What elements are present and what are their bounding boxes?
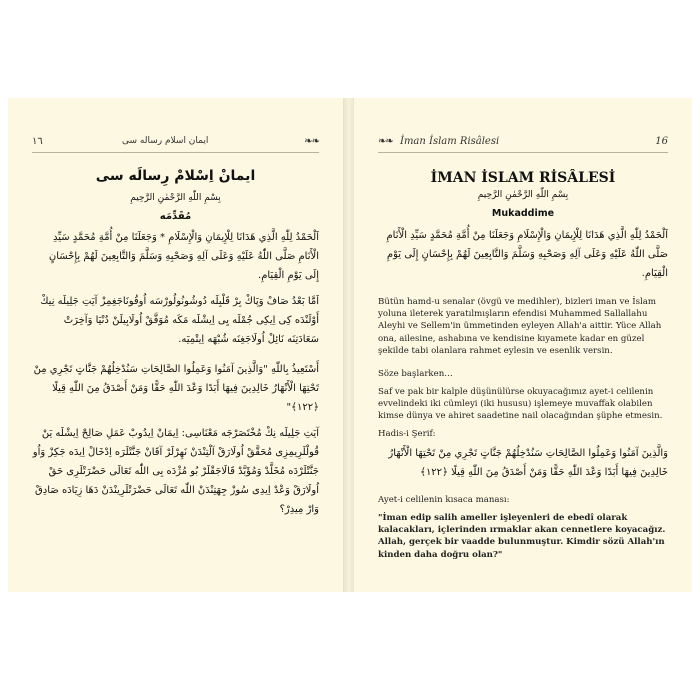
left-title: ایمانْ اِسْلامْ رِسالَه سی xyxy=(95,168,256,184)
right-paragraph-3: Saf ve pak bir kalple düşünülürse okuyacağımız ayet-i celilenin evvelindeki iki cümleyi (iki hususu) işlemeye muvaffak olabilen kimse dünya ve ahiret saadetine nail olacağından şüphe etmesin. xyxy=(378,387,663,422)
right-paragraph-5: "İman edip salih ameller işleyenleri de ebedî olarak kalacakları, içlerinden ırmaklar akan cennetlere koyacağız. Allah, gerçek bir vaadde bulunmuştur. Kimdir sözü Allah'ın kinden daha doğru olan?" xyxy=(378,513,666,560)
left-page-number: ١٦ xyxy=(32,136,43,147)
right-paragraph-4: Ayet-i celilenin kısaca manası: xyxy=(378,495,510,505)
right-running-title: İman İslam Risâlesi xyxy=(400,136,500,147)
right-arabic-1: اَلْحَمْدُ لِلّٰهِ الَّذِي هَدَانَا لِلْإِيمَانِ وَالْإِسْلَامِ وَجَعَلَنَا مِنْ أُمَّةِ مُحَمَّدٍ سَيِّدِ الْأَنَامِ صَلَّى اللّٰهُ عَلَيْهِ وَعَلَى آلِهِ وَصَحْبِهِ وَسَلَّمَ وَالتَّابِعِينَ لَهُمْ بِإِحْسَانٍ إِلَى يَوْمِ الْقِيَامِ. xyxy=(386,230,668,279)
left-paragraph-1: اَلْحَمْدُ لِلّٰهِ الَّذِي هَدَانَا لِلْإِيمَانِ وَالْإِسْلَامِ * وَجَعَلَنَا مِنْ أُمَّةِ مُحَمَّدٍ سَيِّدِ الْأَنَامِ صَلَّى اللّٰهُ عَلَيْهِ وَعَلَى آلِهِ وَصَحْبِهِ وَسَلَّمَ وَالتَّابِعِينَ لَهُمْ بِإِحْسَانٍ إِلَى يَوْمِ الْقِيَامِ. xyxy=(48,232,319,281)
left-paragraph-2: اَمَّا بَعْدُ صَافْ وَپَاكْ بِرْ قَلْبِلَه دُوشُونُولُورْسَه اُوقُونَاجَغِمِزْ آيَتِ جَلِيلَه نِيكْ أَوْلَنْدَه كِى اِيكِى جُمْلَه يِى اِيشْلَه مَكَه مُوَفَّقْ اُولَابِيلَنْ دُنْيَا وَآخِرَتْ سَعَادَتِنَه نَائِلْ اُولَاجَغِنَه شُبْهَه اِيتْمِيَه. xyxy=(40,296,319,345)
book-spread xyxy=(0,98,700,592)
right-running-header xyxy=(378,136,668,153)
right-heading: Mukaddime xyxy=(491,208,555,219)
right-paragraph-1: Bütün hamd-u senalar (övgü ve medihler), bizleri iman ve İslam yoluna ileterek yaratılmışların efendisi Muhammed Sallallahu Aleyhi ve Sellem'in ümmetinden eyleyen Allah'a aittir. Yüce Allah ona, ailesine, ashabına ve kendisine kıyamete kadar en güzel şekilde tabi olanlara rahmet eylesin ve esenlik versin. xyxy=(378,297,662,356)
right-page-number: 16 xyxy=(655,136,668,147)
left-paragraph-3: أَسْتَعِيذُ بِاللّٰهِ "وَالَّذِينَ آمَنُوا وَعَمِلُوا الصَّالِحَاتِ سَنُدْخِلُهُمْ جَنَّاتٍ تَجْرِي مِنْ تَحْتِهَا الْأَنْهَارُ خَالِدِينَ فِيهَا أَبَدًا وَعْدَ اللّٰهِ حَقًّا وَمَنْ أَصْدَقُ مِنَ اللّٰهِ قِيلًا ﴿١٢٢﴾" xyxy=(33,364,319,413)
right-basmala: بِسْمِ اللّٰهِ الرَّحْمٰنِ الرَّحِيمِ xyxy=(477,190,569,200)
right-hadis-label: Hadis-i Şerif: xyxy=(378,429,436,439)
left-heading: مُقَدِّمَه xyxy=(159,211,192,222)
right-page xyxy=(354,98,692,592)
right-title: İMAN İSLAM RİSÂLESİ xyxy=(430,170,616,186)
left-paragraph-4: آيَتِ جَلِيلَه نِكْ مُخْتَصَرْجَه مَعْنَاسِى: اِيمَانْ اِيدُوبْ عَمَلِ صَالِحْ اِيشْلَه يَنْ قُولْلَرِيمِزِى مُحَقَّقْ اُولَارَقْ آلْتِنْدَنْ نَهِرْلَرْ آقَانْ جَنَّتْلَرَه اِدْخَالْ اِيدَه جَكِزْ وَاُو جَنَّتْلَرْدَه مُخَلَّدْ وَمُؤَبَّدْ قَالَاجَقْلَرْ بُو مُژْدَه بِى اللّٰه تَعَالَى حَضْرَتْلَرِى حَقْ اُولَارَقْ وَعْدْ اِيدِى سُوزْ جِهَتِنْدَنْ اللّٰه تَعَالَى حَضْرَتْلَرِينْدَنْ دَهَا زِيَادَه صَادِقْ وَارْ مِيدِرْ؟ xyxy=(32,428,319,515)
left-ornament: ❧❧ xyxy=(304,136,319,147)
right-ornament: ❧❧ xyxy=(378,136,393,147)
left-running-title: ایمان اسلام رساله سی xyxy=(122,136,209,146)
left-page xyxy=(8,98,344,592)
book-gutter xyxy=(344,98,354,592)
left-basmala: بِسْمِ اللّٰهِ الرَّحْمٰنِ الرَّحِيمِ xyxy=(130,193,221,203)
right-paragraph-2: Söze başlarken… xyxy=(378,369,453,379)
left-running-header xyxy=(32,136,319,153)
right-arabic-2: وَالَّذِينَ آمَنُوا وَعَمِلُوا الصَّالِحَاتِ سَنُدْخِلُهُمْ جَنَّاتٍ تَجْرِي مِنْ تَحْتِهَا الْأَنْهَارُ خَالِدِينَ فِيهَا أَبَدًا وَعْدَ اللّٰهِ حَقًّا وَمَنْ أَصْدَقُ مِنَ اللّٰهِ قِيلًا ﴿١٢٢﴾ xyxy=(388,448,668,478)
